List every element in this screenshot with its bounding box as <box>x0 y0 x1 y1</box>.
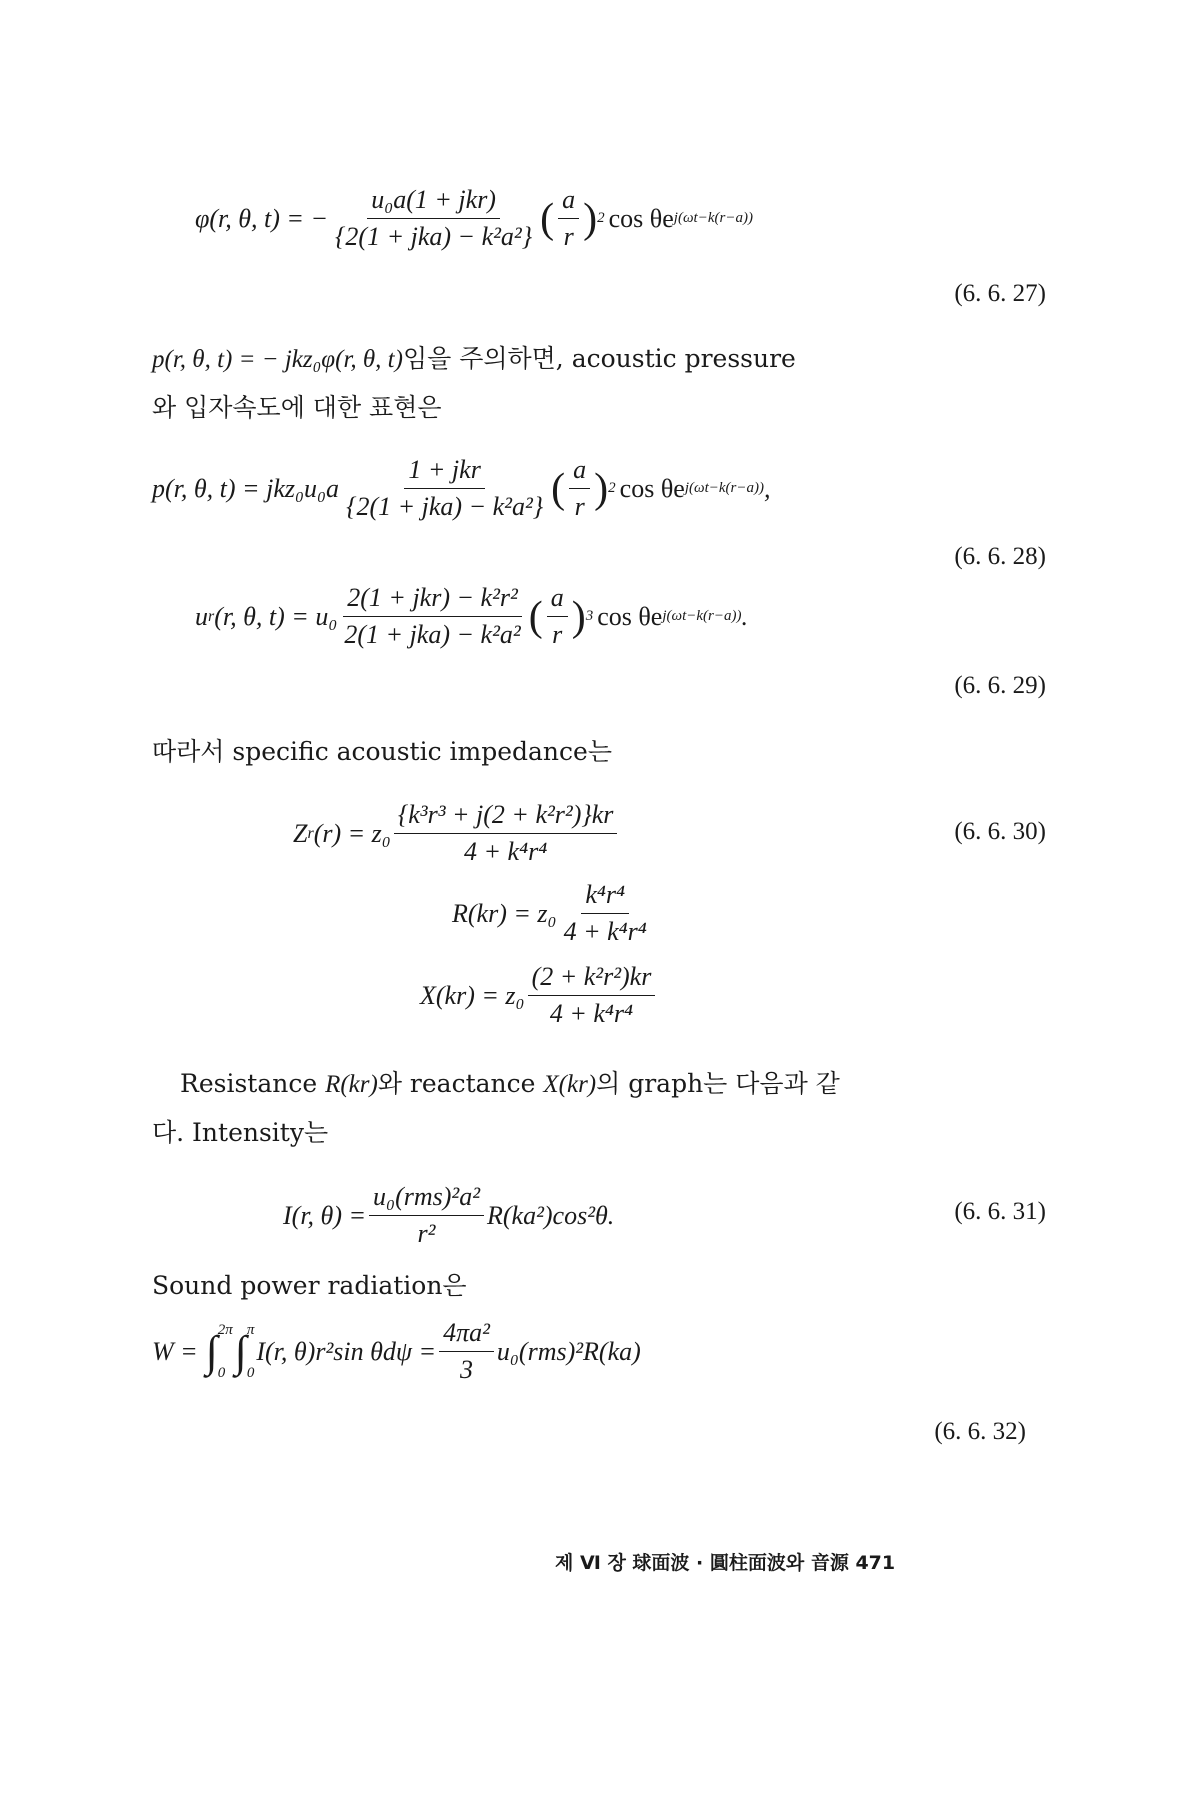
eq27-fraction <box>331 185 536 252</box>
eq30-number: (6. 6. 30) <box>954 818 1046 845</box>
page-footer: 제 Ⅵ 장 球面波 · 圓柱面波와 音源 471 <box>555 1552 896 1574</box>
eq27-number: (6. 6. 27) <box>954 280 1046 307</box>
paragraph-1 <box>152 335 1052 432</box>
p1-text: 임을 주의하면, acoustic pressure <box>402 344 796 373</box>
paragraph-2: 따라서 specific acoustic impedance는 <box>152 737 612 766</box>
eq31-number: (6. 6. 31) <box>954 1198 1046 1225</box>
p1-math: p(r, θ, t) = − jkz₀φ(r, θ, t) <box>152 346 403 373</box>
eq27-denominator: {2(1 + jka) − k²a²} <box>335 222 533 251</box>
eq30-fraction: $\frac{\text{\{k³r³ + j(2 + k²r²)\}kr}}{\text{4 + k⁴r⁴}}$ <box>394 800 618 867</box>
equation-reactance: X(kr) = z₀ $\frac{\text{(2 + k²r²)kr}}{\text{4 + k⁴r⁴}}$ <box>420 962 658 1029</box>
eq32-fraction: $\frac{\text{4πa²}}{3}$ <box>439 1318 494 1385</box>
equation-6-6-31: I(r, θ) = $\frac{\text{u₀(rms)²a²}}{\text{r²}}$ R(ka²)cos²θ. <box>283 1182 615 1248</box>
equation-6-6-29: u r (r, θ, t) = u₀ $\frac{\text{2(1 + jkr) − k²r²}}{\text{2(1 + jka) − k²a²}}$ ( $\frac{a}{r}$ ) 3 cos θe j(ωt−k(r−a)) . <box>195 583 748 649</box>
eq31-fraction: $\frac{\text{u₀(rms)²a²}}{\text{r²}}$ <box>369 1182 484 1249</box>
eq29-ratio: $\frac{a}{r}$ <box>547 583 568 650</box>
equation-6-6-30: Z r (r) = z₀ $\frac{\text{\{k³r³ + j(2 + k²r²)\}kr}}{\text{4 + k⁴r⁴}}$ <box>293 800 620 867</box>
equation-6-6-28: p(r, θ, t) = jkz₀u₀a $\frac{\text{1 + jkr}}{\text{\{2(1 + jka) − k²a²\}}}$ ( $\frac{a}{r}$ ) 2 cos θe j(ωt−k(r−a)) , <box>152 455 771 521</box>
eq32-number: (6. 6. 32) <box>934 1418 1026 1445</box>
eq28-fraction: $\frac{\text{1 + jkr}}{\text{\{2(1 + jka) − k²a²\}}}$ <box>346 455 544 521</box>
eq28-number: (6. 6. 28) <box>954 543 1046 570</box>
equation-6-6-27: φ(r, θ, t) = − $\frac{\text{u₀a(1 + jkr)}}{\text{\{2(1 + jka) − k²a²\}}}$ ( $\frac{a}{r}$ ) 2 cos θe j(ωt−k(r−a)) <box>195 185 753 251</box>
eq28-lhs: p(r, θ, t) = jkz₀u₀a <box>152 473 340 503</box>
eq27-numerator: u₀a(1 + jkr) <box>367 185 500 219</box>
eq29-fraction: $\frac{\text{2(1 + jkr) − k²r²}}{\text{2(1 + jka) − k²a²}}$ <box>344 583 521 649</box>
eq27-ratio: $\frac{a}{r}$ <box>558 185 579 252</box>
paragraph-3: Resistance R(kr)와 reactance X(kr)의 graph는 다음과 같 다. Intensity는 <box>152 1069 840 1147</box>
eq29-number: (6. 6. 29) <box>954 672 1046 699</box>
eq28-ratio: $\frac{a}{r}$ <box>569 455 590 522</box>
equation-resistance: R(kr) = z₀ $\frac{\text{k⁴r⁴}}{\text{4 + k⁴r⁴}}$ <box>452 880 647 946</box>
equation-6-6-32: W = ∫ 2π 0 ∫ π 0 I(r, θ)r²sin θdψ = $\frac{\text{4πa²}}{3}$ u₀(rms)²R(ka) <box>152 1318 641 1384</box>
paragraph-4: Sound power radiation은 <box>152 1271 467 1300</box>
eq27-lhs: φ(r, θ, t) = − <box>195 203 329 233</box>
p1-line2: 와 입자속도에 대한 표현은 <box>152 393 442 422</box>
